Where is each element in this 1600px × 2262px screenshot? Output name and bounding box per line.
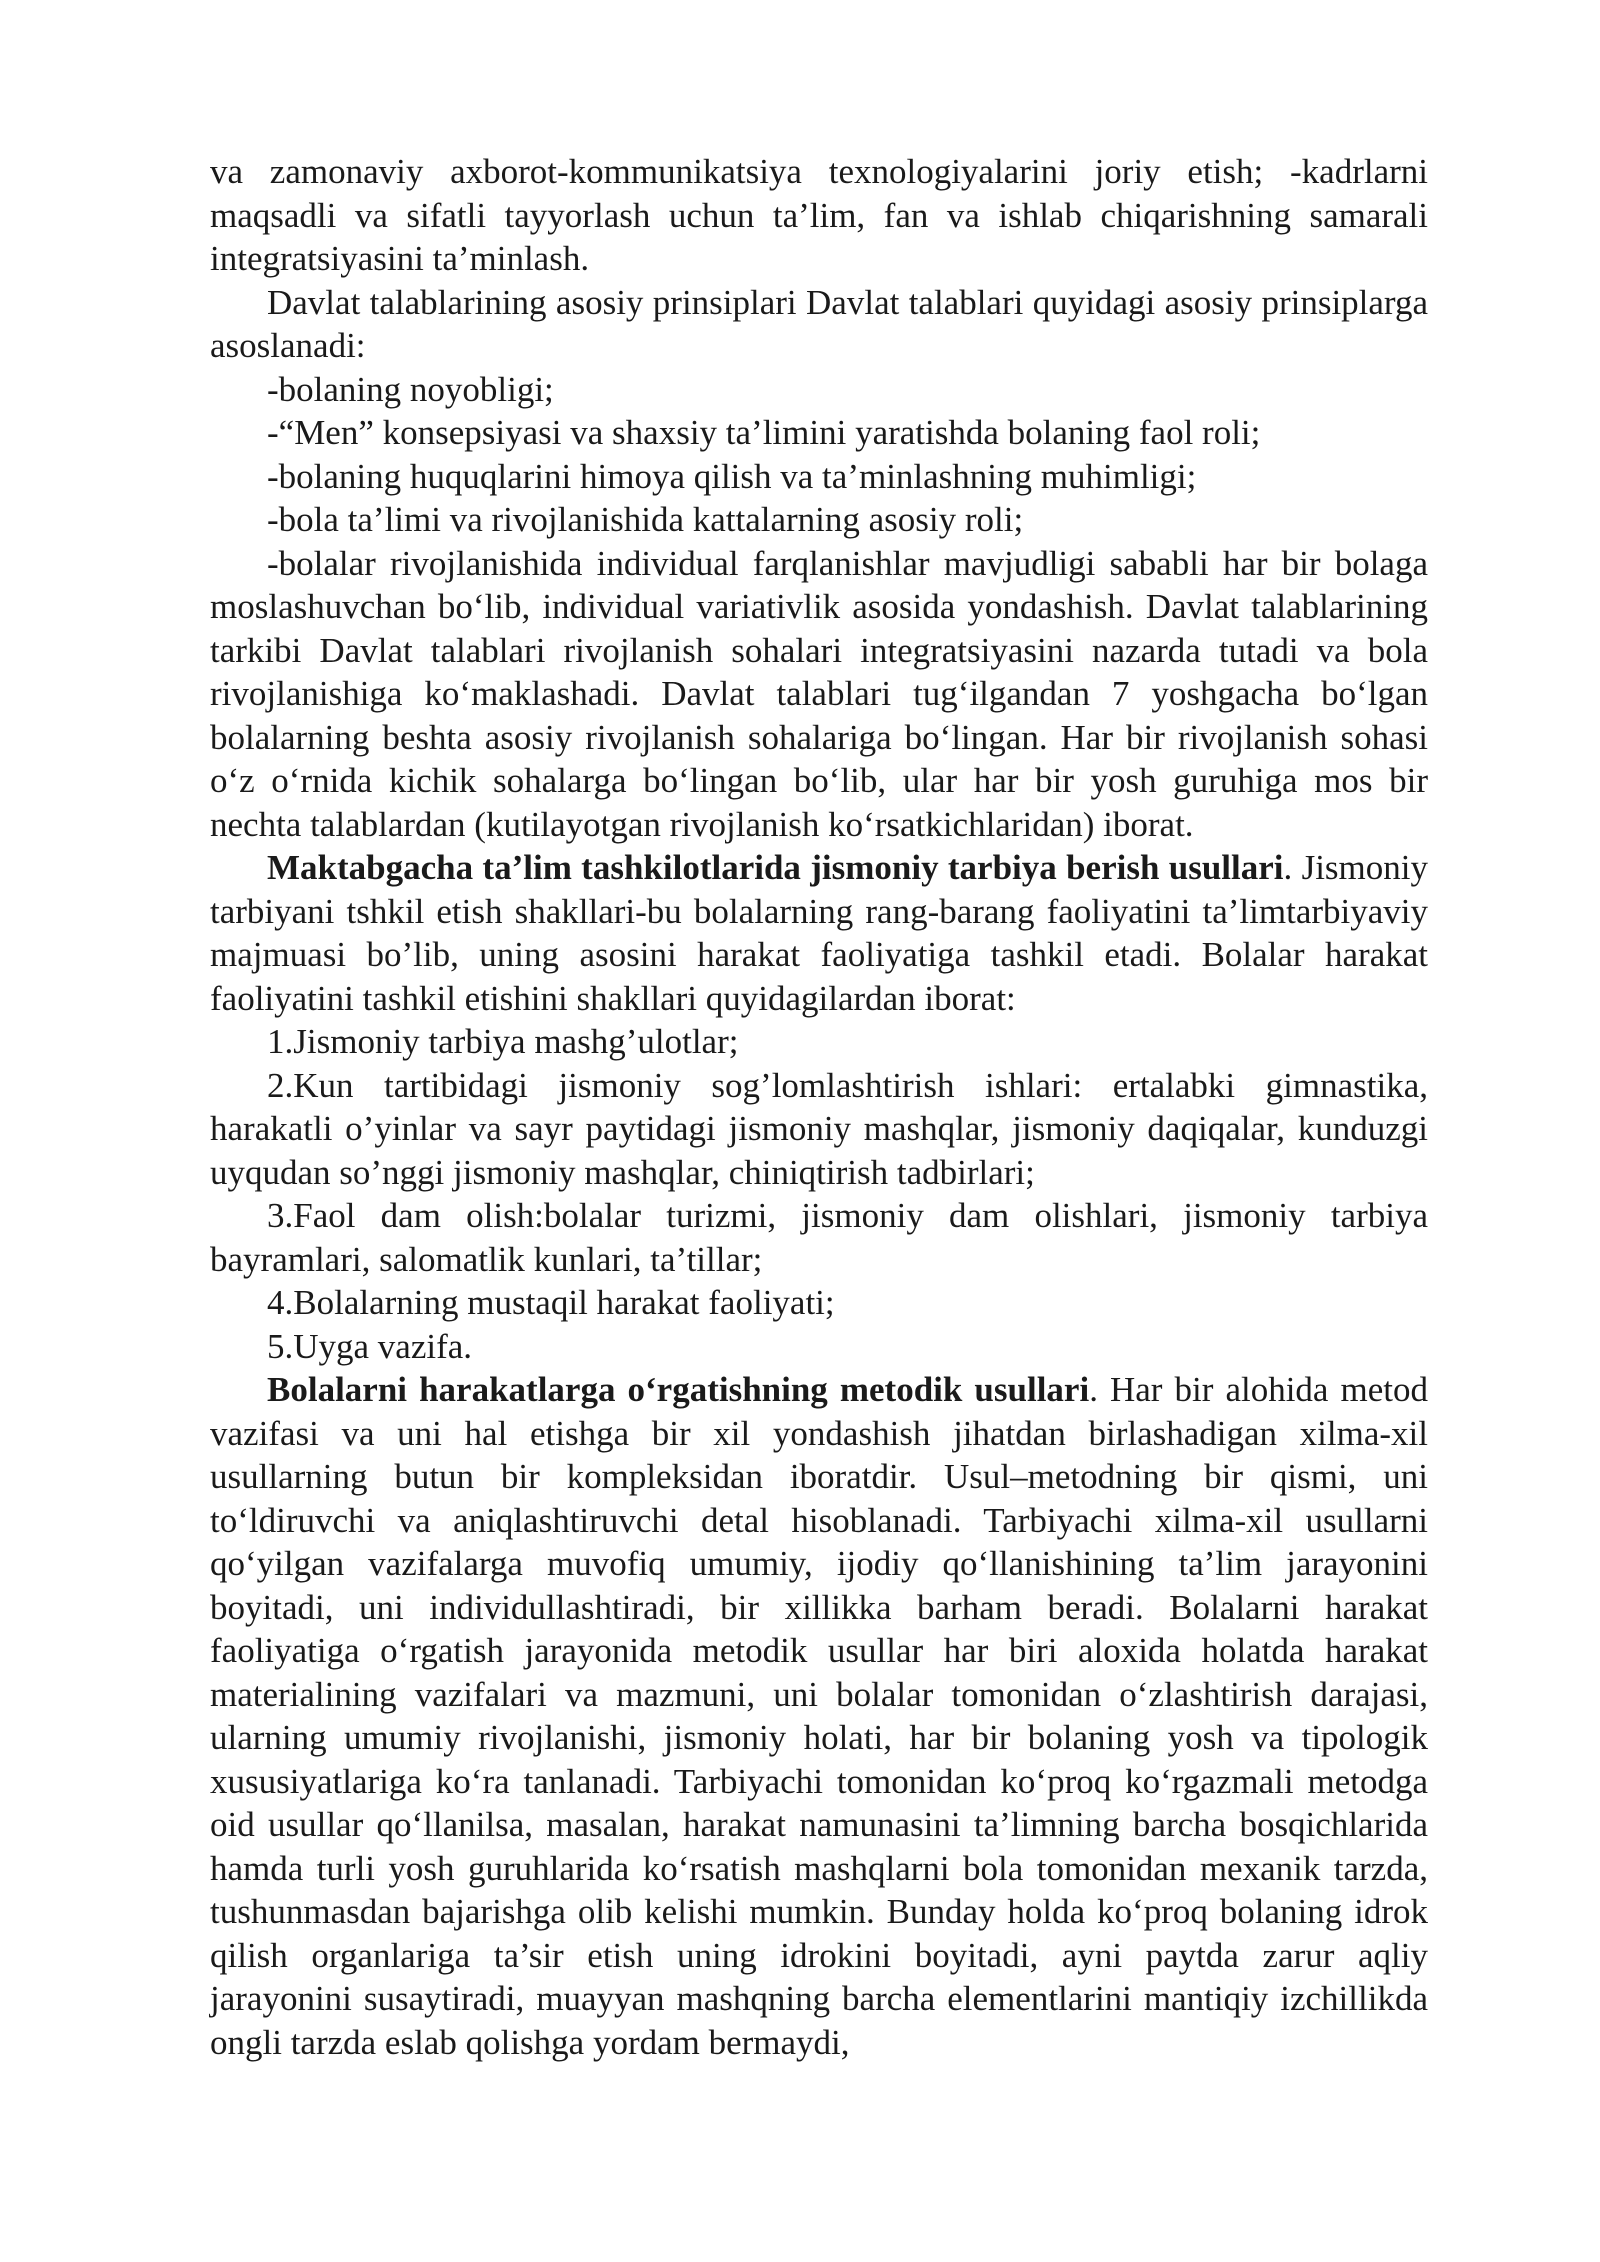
section-heading: Bolalarni harakatlarga o‘rgatishning metodik usullari [267, 1370, 1090, 1409]
list-item-text: -bola ta’limi va rivojlanishida kattalarning asosiy roli; [267, 500, 1024, 539]
paragraph-text: Davlat talablarining asosiy prinsiplari Davlat talablari quyidagi asosiy prinsiplarga asoslanadi: [210, 282, 1428, 365]
list-item-text: 3.Faol dam olish:bolalar turizmi, jismoniy dam olishlari, jismoniy tarbiya bayramlari, salomatlik kunlari, ta’tillar; [210, 1196, 1428, 1279]
list-item [210, 1194, 1428, 1281]
paragraph-individual-approach [210, 542, 1428, 847]
list-item [210, 498, 1428, 542]
paragraph-physical-education [210, 846, 1428, 1020]
section-heading: Maktabgacha ta’lim tashkilotlarida jismoniy tarbiya berish usullari [267, 848, 1284, 887]
list-item [210, 368, 1428, 412]
list-item-text: -bolaning noyobligi; [267, 369, 554, 409]
list-item [210, 411, 1428, 455]
list-item [210, 1281, 1428, 1325]
paragraph-text: . Jismoniy tarbiyani tshkil etish shakllari-bu bolalarning rang-barang faoliyatini ta’limtarbiyaviy majmuasi bo’lib, uning asosini harakat faoliyatiga tashkil etadi. Bolalar harakat faoliyatini tashkil etishini shakllari quyidagilardan iborat: [210, 848, 1428, 1018]
list-item-text: -“Men” konsepsiyasi va shaxsiy ta’limini yaratishda bolaning faol roli; [267, 413, 1261, 452]
paragraph-principles [210, 281, 1428, 368]
list-item-text: 2.Kun tartibidagi jismoniy sog’lomlashtirish ishlari: ertalabki gimnastika, harakatli o’yinlar va sayr paytidagi jismoniy mashqlar, jismoniy daqiqalar, kunduzgi uyqudan so’nggi jismoniy mashqlar, chiniqtirish tadbirlari; [210, 1065, 1428, 1192]
list-item [210, 1064, 1428, 1195]
paragraph-intro [210, 150, 1428, 281]
paragraph-text: . Har bir alohida metod vazifasi va uni hal etishga bir xil yondashish jihatdan birlashadigan xilma-xil usullarning butun bir kompleksidan iboratdir. Usul–metodning bir qismi, uni to‘ldiruvchi va aniqlashtiruvchi detal hisoblanadi. Tarbiyachi xilma-xil usullarni qo‘yilgan vazifalarga muvofiq umumiy, ijodiy qo‘llanishining ta’lim jarayonini boyitadi, uni individullashtiradi, bir xillikka barham beradi. Bolalarni harakat faoliyatiga o‘rgatish jarayonida metodik usullar har biri aloxida holatda harakat materialining vazifalari va mazmuni, uni bolalar tomonidan o‘zlashtirish darajasi, ularning umumiy rivojlanishi, jismoniy holati, har bir bolaning yosh va tipologik xususiyatlariga ko‘ra tanlanadi. Tarbiyachi tomonidan ko‘proq ko‘rgazmali metodga oid usullar qo‘llanilsa, masalan, harakat namunasini ta’limning barcha bosqichlarida hamda turli yosh guruhlarida ko‘rsatish mashqlarni bola tomonidan mexanik tarzda, tushunmasdan bajarishga olib kelishi mumkin. Bunday holda ko‘proq bolaning idrok qilish organlariga ta’sir etish uning idrokini boyitadi, ayni paytda zarur aqliy jarayonini susaytiradi, muayyan mashqning barcha elementlarini mantiqiy izchillikda ongli tarzda eslab qolishga yordam bermaydi, [210, 1370, 1428, 2062]
list-item [210, 1020, 1428, 1064]
paragraph-text: -bolalar rivojlanishida individual farqlanishlar mavjudligi sababli har bir bolaga moslashuvchan bo‘lib, individual variativlik asosida yondashish. Davlat talablarining tarkibi Davlat talablari rivojlanish sohalari integratsiyasini nazarda tutadi va bola rivojlanishiga ko‘maklashadi. Davlat talablari tug‘ilgandan 7 yoshgacha bo‘lgan bolalarning beshta asosiy rivojlanish sohalariga bo‘lingan. Har bir rivojlanish sohasi o‘z o‘rnida kichik sohalarga bo‘lingan bo‘lib, ular har bir yosh guruhiga mos bir nechta talablardan (kutilayotgan rivojlanish ko‘rsatkichlaridan) iborat. [210, 543, 1428, 844]
list-item [210, 455, 1428, 499]
list-item-text: -bolaning huquqlarini himoya qilish va ta’minlashning muhimligi; [267, 456, 1197, 496]
paragraph-methodical-techniques [210, 1368, 1428, 2064]
list-item-text: 4.Bolalarning mustaqil harakat faoliyati; [267, 1283, 835, 1322]
list-item [210, 1325, 1428, 1369]
document-page [210, 150, 1428, 2064]
list-item-text: 1.Jismoniy tarbiya mashg’ulotlar; [267, 1022, 739, 1061]
list-item-text: 5.Uyga vazifa. [267, 1326, 473, 1366]
paragraph-text: va zamonaviy axborot-kommunikatsiya texnologiyalarini joriy etish; -kadrlarni maqsadli va sifatli tayyorlash uchun ta’lim, fan va ishlab chiqarishning samarali integratsiyasini ta’minlash. [210, 152, 1428, 278]
